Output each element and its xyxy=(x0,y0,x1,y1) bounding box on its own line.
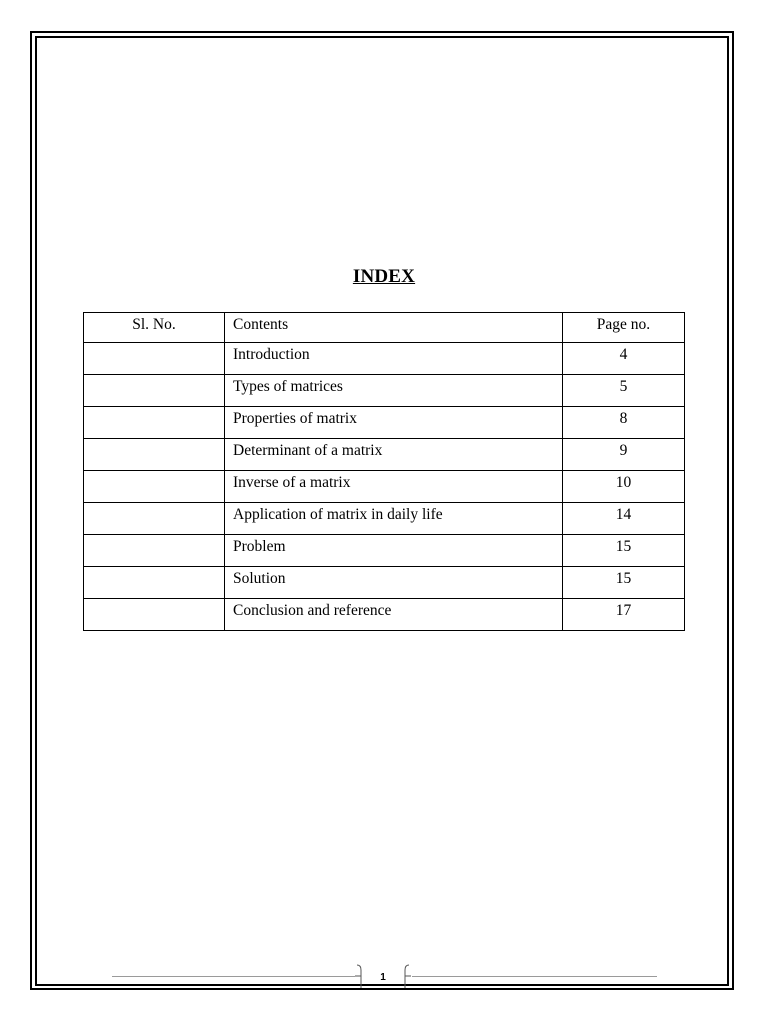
page-number: 1 xyxy=(380,972,386,983)
table-row xyxy=(84,567,685,599)
table-row xyxy=(84,343,685,375)
header-sl-no: Sl. No. xyxy=(84,313,225,343)
cell-page-no: 9 xyxy=(563,439,685,471)
cell-page-no: 17 xyxy=(563,599,685,631)
cell-page-no: 5 xyxy=(563,375,685,407)
cell-page-no: 15 xyxy=(563,567,685,599)
cell-sl-no xyxy=(84,343,225,375)
cell-page-no: 14 xyxy=(563,503,685,535)
cell-contents: Types of matrices xyxy=(225,375,563,407)
cell-contents: Conclusion and reference xyxy=(225,599,563,631)
table-row xyxy=(84,407,685,439)
cell-sl-no xyxy=(84,567,225,599)
index-title: INDEX xyxy=(352,266,416,287)
footer-rule-left xyxy=(112,976,355,977)
table-row xyxy=(84,535,685,567)
cell-sl-no xyxy=(84,503,225,535)
cell-sl-no xyxy=(84,375,225,407)
index-table xyxy=(83,312,685,631)
table-header-row xyxy=(84,313,685,343)
cell-sl-no xyxy=(84,407,225,439)
cell-contents: Solution xyxy=(225,567,563,599)
cell-contents: Introduction xyxy=(225,343,563,375)
cell-sl-no xyxy=(84,471,225,503)
table-row xyxy=(84,439,685,471)
cell-sl-no xyxy=(84,535,225,567)
cell-page-no: 8 xyxy=(563,407,685,439)
table-row xyxy=(84,471,685,503)
cell-contents: Determinant of a matrix xyxy=(225,439,563,471)
table-row xyxy=(84,375,685,407)
cell-contents: Properties of matrix xyxy=(225,407,563,439)
cell-sl-no xyxy=(84,439,225,471)
cell-contents: Application of matrix in daily life xyxy=(225,503,563,535)
header-page-no: Page no. xyxy=(563,313,685,343)
cell-contents: Inverse of a matrix xyxy=(225,471,563,503)
cell-page-no: 10 xyxy=(563,471,685,503)
cell-contents: Problem xyxy=(225,535,563,567)
cell-page-no: 4 xyxy=(563,343,685,375)
header-contents: Contents xyxy=(225,313,563,343)
cell-page-no: 15 xyxy=(563,535,685,567)
footer-rule-right xyxy=(412,976,657,977)
table-row xyxy=(84,503,685,535)
cell-sl-no xyxy=(84,599,225,631)
table-row xyxy=(84,599,685,631)
